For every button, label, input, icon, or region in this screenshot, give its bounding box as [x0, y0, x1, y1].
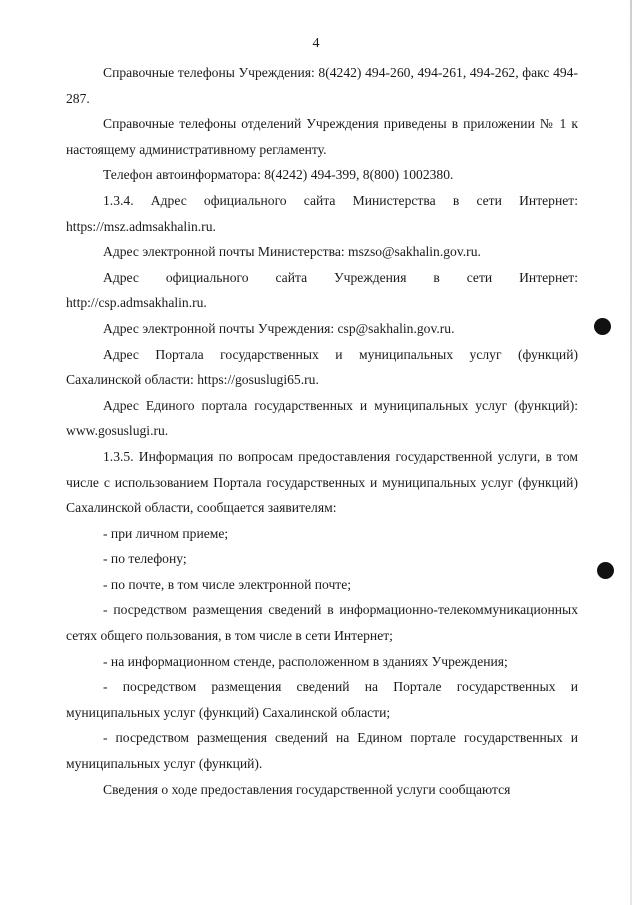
list-item-stand: - на информационном стенде, расположенном в зданиях Учреждения; [103, 653, 508, 669]
list-item-unified-portal: - посредством размещения сведений на Едином портале государственных и муниципальных услуг (функций). [66, 730, 578, 772]
document-body [66, 60, 578, 802]
paragraph-ministry-email: Адрес электронной почты Министерства: mszso@sakhalin.gov.ru. [103, 244, 481, 260]
list-item-personal: - при личном приеме; [103, 525, 229, 541]
paragraph-information-channels: 1.3.5. Информация по вопросам предоставления государственной услуги, в том числе с использованием Портала государственных и муниципальных услуг (функций) Сахалинской области, сообщается заявителям: [66, 448, 578, 516]
paragraph-ministry-website: 1.3.4. Адрес официального сайта Министерства в сети Интернет: https://msz.admsakhalin.ru. [66, 192, 578, 234]
paragraph-unified-portal: Адрес Единого портала государственных и муниципальных услуг (функций): www.gosuslugi.ru. [66, 397, 578, 439]
list-item-phone: - по телефону; [103, 551, 187, 567]
paragraph-service-progress: Сведения о ходе предоставления государственной услуги сообщаются [103, 781, 511, 797]
paragraph-department-phones: Справочные телефоны отделений Учреждения приведены в приложении № 1 к настоящему административному регламенту. [66, 116, 578, 157]
page-number: 4 [312, 36, 320, 51]
paragraph-institution-website: Адрес официального сайта Учреждения в сети Интернет: http://csp.admsakhalin.ru. [66, 269, 578, 311]
paragraph-autoinformer-phone: Телефон автоинформатора: 8(4242) 494-399, 8(800) 1002380. [103, 167, 454, 183]
list-item-regional-portal: - посредством размещения сведений на Портале государственных и муниципальных услуг (функций) Сахалинской области; [66, 679, 578, 720]
punch-hole-top [594, 318, 611, 335]
paragraph-regional-portal: Адрес Портала государственных и муниципальных услуг (функций) Сахалинской области: https://gosuslugi65.ru. [66, 346, 578, 388]
punch-hole-bottom [597, 562, 614, 579]
list-item-networks: - посредством размещения сведений в информационно-телекоммуникационных сетях общего пользования, в том числе в сети Интернет; [66, 602, 578, 644]
paragraph-reference-phones: Справочные телефоны Учреждения: 8(4242) 494-260, 494-261, 494-262, факс 494-287. [66, 65, 578, 106]
list-item-mail: - по почте, в том числе электронной почте; [103, 576, 352, 592]
paragraph-institution-email: Адрес электронной почты Учреждения: csp@sakhalin.gov.ru. [103, 320, 455, 336]
